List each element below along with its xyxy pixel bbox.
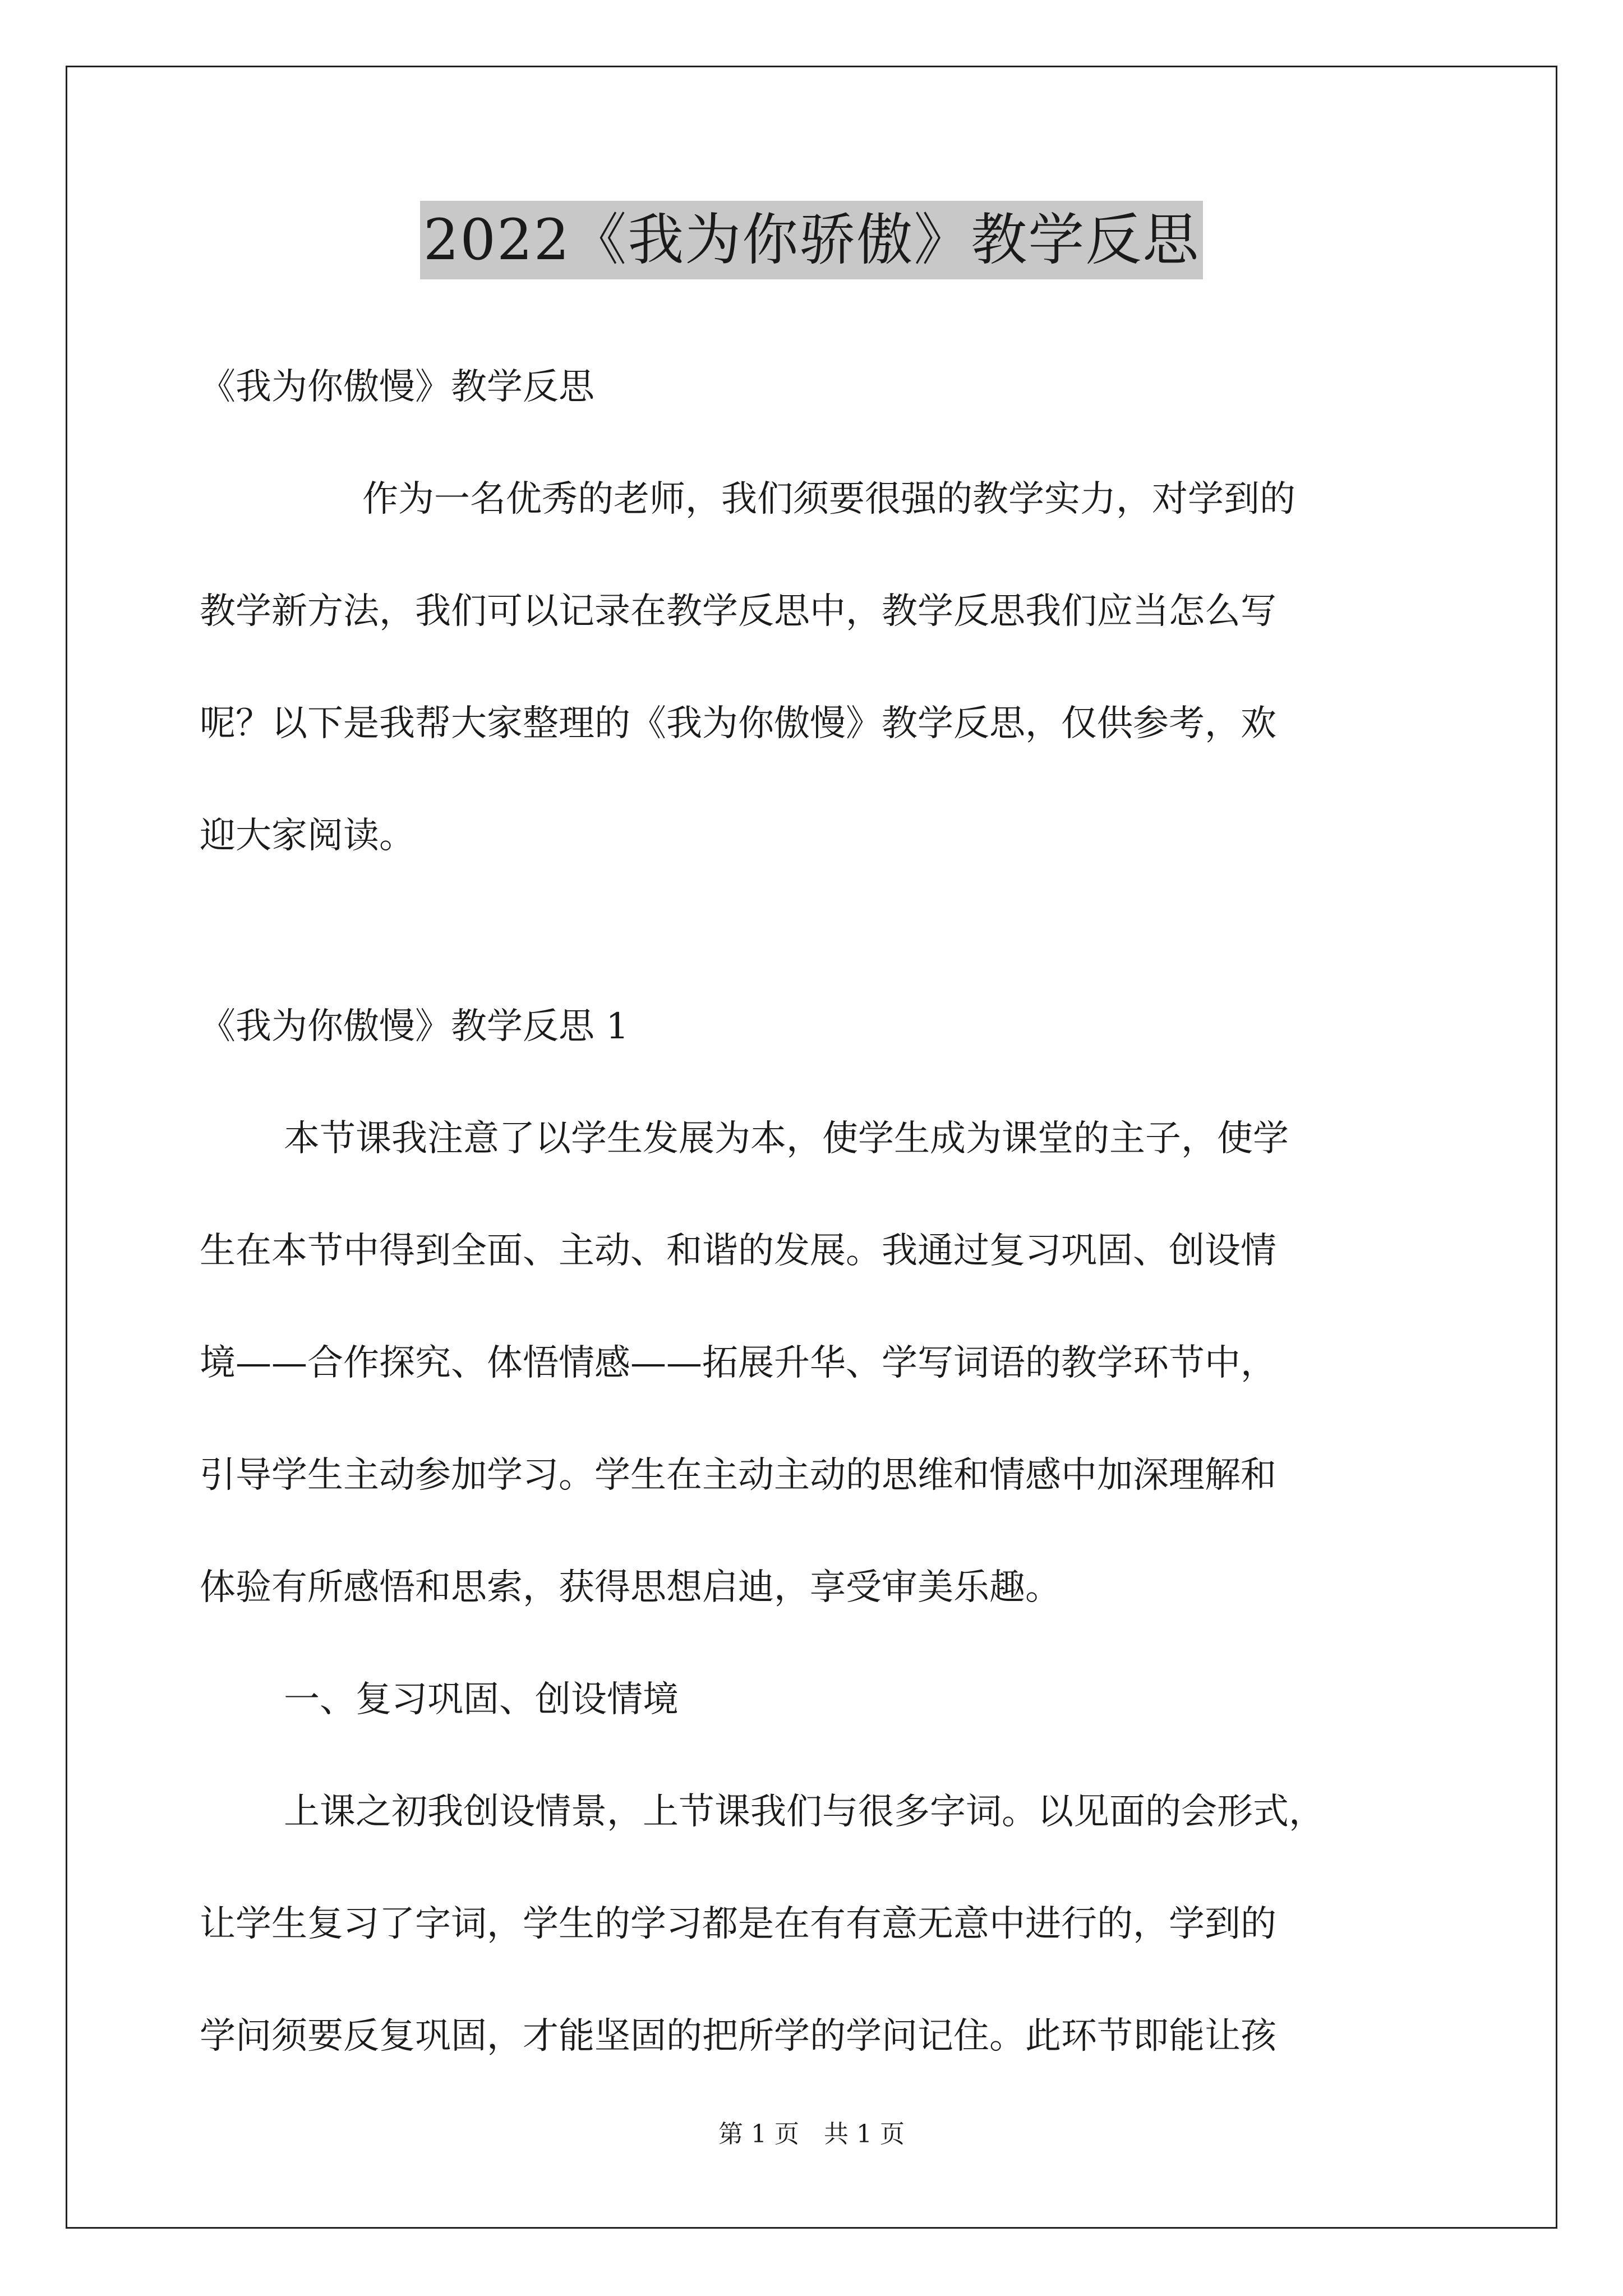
- intro-line: 教学新方法，我们可以记录在教学反思中，教学反思我们应当怎么写: [200, 591, 1276, 632]
- paragraph-line: 引导学生主动参加学习。学生在主动主动的思维和情感中加深理解和: [200, 1455, 1276, 1496]
- intro-line: 作为一名优秀的老师，我们须要很强的教学实力，对学到的: [362, 478, 1295, 520]
- section-heading: 《我为你傲慢》教学反思 1: [200, 1006, 629, 1047]
- document-subtitle-block: [200, 331, 1433, 443]
- paragraph-line: 体验有所感悟和思索，获得思想启迪，享受审美乐趣。: [200, 1567, 1061, 1608]
- paragraph-line: 学问须要反复巩固，才能坚固的把所学的学问记住。此环节即能让孩: [200, 2016, 1276, 2057]
- page-footer: [0, 2118, 1623, 2151]
- intro-line: 呢？以下是我帮大家整理的《我为你傲慢》教学反思，仅供参考，欢: [200, 703, 1276, 744]
- paragraph-line: 让学生复习了字词，学生的学习都是在有有意无意中进行的，学到的: [200, 1903, 1276, 1945]
- document-subtitle: 《我为你傲慢》教学反思: [200, 366, 594, 408]
- section-heading-block: [200, 970, 1433, 1083]
- page-number: 第 1 页 共 1 页: [718, 2120, 905, 2148]
- paragraph-line: 境——合作探究、体悟情感——拓展升华、学写词语的教学环节中，: [200, 1342, 1276, 1384]
- paragraph-line: 生在本节中得到全面、主动、和谐的发展。我通过复习巩固、创设情: [200, 1230, 1276, 1272]
- title-wrap: [0, 201, 1623, 279]
- paragraph-line: 本节课我注意了以学生发展为本，使学生成为课堂的主子，使学: [284, 1118, 1289, 1159]
- intro-line: 迎大家阅读。: [200, 815, 415, 857]
- paragraph-line: 上课之初我创设情景，上节课我们与很多字词。以见面的会形式，: [284, 1791, 1325, 1833]
- paragraph-1: [200, 1083, 1433, 2092]
- subheading: 一、复习巩固、创设情境: [284, 1679, 679, 1720]
- document-title: 2022《我为你骄傲》教学反思: [420, 201, 1204, 279]
- intro-paragraph: [200, 443, 1433, 892]
